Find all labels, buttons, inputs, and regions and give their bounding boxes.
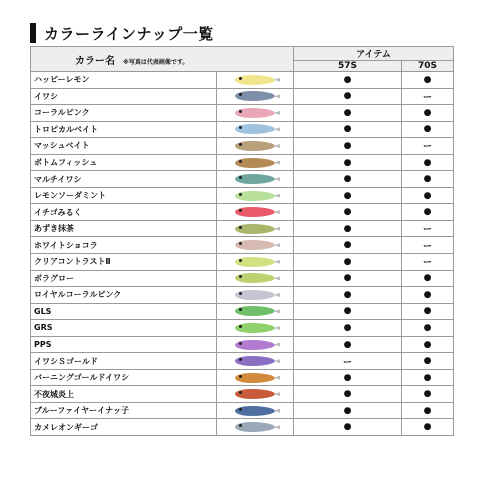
color-name: ホワイトショコラ (31, 237, 217, 254)
table-row (31, 402, 454, 419)
photo-note: ※写真は代表画像です。 (123, 58, 189, 66)
table-row (31, 369, 454, 386)
lure-image (235, 91, 275, 101)
availability-70s: ● (402, 369, 454, 386)
availability-57s: ● (294, 105, 402, 122)
availability-57s: ● (294, 303, 402, 320)
color-name: マッシュベイト (31, 138, 217, 155)
availability-57s: ● (294, 419, 402, 436)
color-name: GLS (31, 303, 217, 320)
availability-70s: ● (402, 154, 454, 171)
availability-57s: ● (294, 270, 402, 287)
lure-image-cell (217, 386, 294, 403)
color-name: ブルーファイヤーイナッ子 (31, 402, 217, 419)
lure-image (235, 257, 275, 267)
table-row (31, 336, 454, 353)
availability-70s: ● (402, 105, 454, 122)
availability-57s: ● (294, 154, 402, 171)
table-row (31, 320, 454, 337)
lure-image (235, 108, 275, 118)
lure-image (235, 191, 275, 201)
lure-image-cell (217, 402, 294, 419)
col-header-57s: 57S (294, 61, 402, 72)
color-lineup-table (30, 46, 454, 436)
lure-image-cell (217, 121, 294, 138)
table-row (31, 72, 454, 89)
lure-image (235, 290, 275, 300)
availability-70s: ● (402, 171, 454, 188)
color-name-header (31, 47, 294, 72)
availability-57s: ● (294, 171, 402, 188)
color-name: PPS (31, 336, 217, 353)
lure-image (235, 373, 275, 383)
lure-image-cell (217, 220, 294, 237)
title-bar-decoration (30, 23, 36, 43)
color-name: ボトムフィッシュ (31, 154, 217, 171)
availability-57s: ● (294, 88, 402, 105)
lure-image-cell (217, 270, 294, 287)
lure-image-cell (217, 419, 294, 436)
color-name: マルチイワシ (31, 171, 217, 188)
availability-70s: ● (402, 320, 454, 337)
table-row (31, 105, 454, 122)
availability-70s: ● (402, 303, 454, 320)
lure-image-cell (217, 320, 294, 337)
table-row (31, 88, 454, 105)
color-name: 不夜城炎上 (31, 386, 217, 403)
table-row (31, 386, 454, 403)
availability-70s: ー (402, 237, 454, 254)
color-name: ハッピーレモン (31, 72, 217, 89)
table-row (31, 287, 454, 304)
availability-70s: ● (402, 204, 454, 221)
lure-image (235, 356, 275, 366)
color-name: バーニングゴールドイワシ (31, 369, 217, 386)
availability-57s: ● (294, 72, 402, 89)
lure-image (235, 422, 275, 432)
lure-image-cell (217, 254, 294, 271)
lure-image (235, 240, 275, 250)
table-row (31, 237, 454, 254)
lure-image (235, 389, 275, 399)
color-name: イワシ (31, 88, 217, 105)
availability-70s: ー (402, 254, 454, 271)
availability-57s: ● (294, 254, 402, 271)
availability-70s: ● (402, 270, 454, 287)
color-name: トロピカルベイト (31, 121, 217, 138)
availability-70s: ● (402, 121, 454, 138)
table-row (31, 187, 454, 204)
lure-image-cell (217, 88, 294, 105)
lure-image (235, 207, 275, 217)
color-name: コーラルピンク (31, 105, 217, 122)
lure-image-cell (217, 303, 294, 320)
lure-image-cell (217, 72, 294, 89)
color-name-label: カラー名 (75, 55, 115, 67)
availability-70s: ● (402, 386, 454, 403)
lure-image (235, 124, 275, 134)
table-row (31, 138, 454, 155)
lure-image-cell (217, 336, 294, 353)
lure-image (235, 406, 275, 416)
availability-57s: ● (294, 320, 402, 337)
availability-57s: ● (294, 220, 402, 237)
color-name: カメレオンギーゴ (31, 419, 217, 436)
color-name: ロイヤルコーラルピンク (31, 287, 217, 304)
lure-image-cell (217, 187, 294, 204)
lure-image (235, 158, 275, 168)
lure-image-cell (217, 237, 294, 254)
color-name: ボラグロー (31, 270, 217, 287)
lure-image (235, 75, 275, 85)
lure-image (235, 174, 275, 184)
lure-image (235, 340, 275, 350)
col-header-70s: 70S (402, 61, 454, 72)
table-row (31, 254, 454, 271)
availability-57s: ● (294, 386, 402, 403)
lure-image-cell (217, 105, 294, 122)
table-row (31, 171, 454, 188)
availability-70s: ● (402, 72, 454, 89)
lure-image-cell (217, 287, 294, 304)
availability-57s: ● (294, 138, 402, 155)
title-text: カラーラインナップ一覧 (44, 24, 214, 43)
page-title (30, 20, 214, 46)
lure-image (235, 224, 275, 234)
availability-70s: ● (402, 336, 454, 353)
availability-57s: ● (294, 336, 402, 353)
lure-image (235, 273, 275, 283)
color-name: あずき抹茶 (31, 220, 217, 237)
availability-57s: ● (294, 237, 402, 254)
availability-57s: ● (294, 187, 402, 204)
table-row (31, 220, 454, 237)
color-name: レモンソーダミント (31, 187, 217, 204)
table-row (31, 303, 454, 320)
lure-image-cell (217, 204, 294, 221)
table-row (31, 270, 454, 287)
availability-57s: ● (294, 121, 402, 138)
availability-57s: ● (294, 287, 402, 304)
table-row (31, 121, 454, 138)
lure-image (235, 306, 275, 316)
availability-70s: ー (402, 88, 454, 105)
color-name: クリアコントラストⅡ (31, 254, 217, 271)
availability-70s: ● (402, 402, 454, 419)
availability-57s: ● (294, 369, 402, 386)
lure-image-cell (217, 353, 294, 370)
lure-image (235, 323, 275, 333)
lure-image-cell (217, 171, 294, 188)
color-name: イチゴみるく (31, 204, 217, 221)
lure-image-cell (217, 369, 294, 386)
lure-image (235, 141, 275, 151)
availability-70s: ● (402, 187, 454, 204)
table-row (31, 353, 454, 370)
color-name: イワシＳゴールド (31, 353, 217, 370)
lure-image-cell (217, 138, 294, 155)
table-row (31, 204, 454, 221)
availability-57s: ● (294, 204, 402, 221)
availability-70s: ー (402, 138, 454, 155)
color-name: GRS (31, 320, 217, 337)
item-header: アイテム (294, 47, 454, 61)
availability-57s: ● (294, 402, 402, 419)
availability-70s: ● (402, 419, 454, 436)
lure-image-cell (217, 154, 294, 171)
availability-57s: ー (294, 353, 402, 370)
table-row (31, 154, 454, 171)
table-row (31, 419, 454, 436)
availability-70s: ー (402, 220, 454, 237)
availability-70s: ● (402, 353, 454, 370)
availability-70s: ● (402, 287, 454, 304)
